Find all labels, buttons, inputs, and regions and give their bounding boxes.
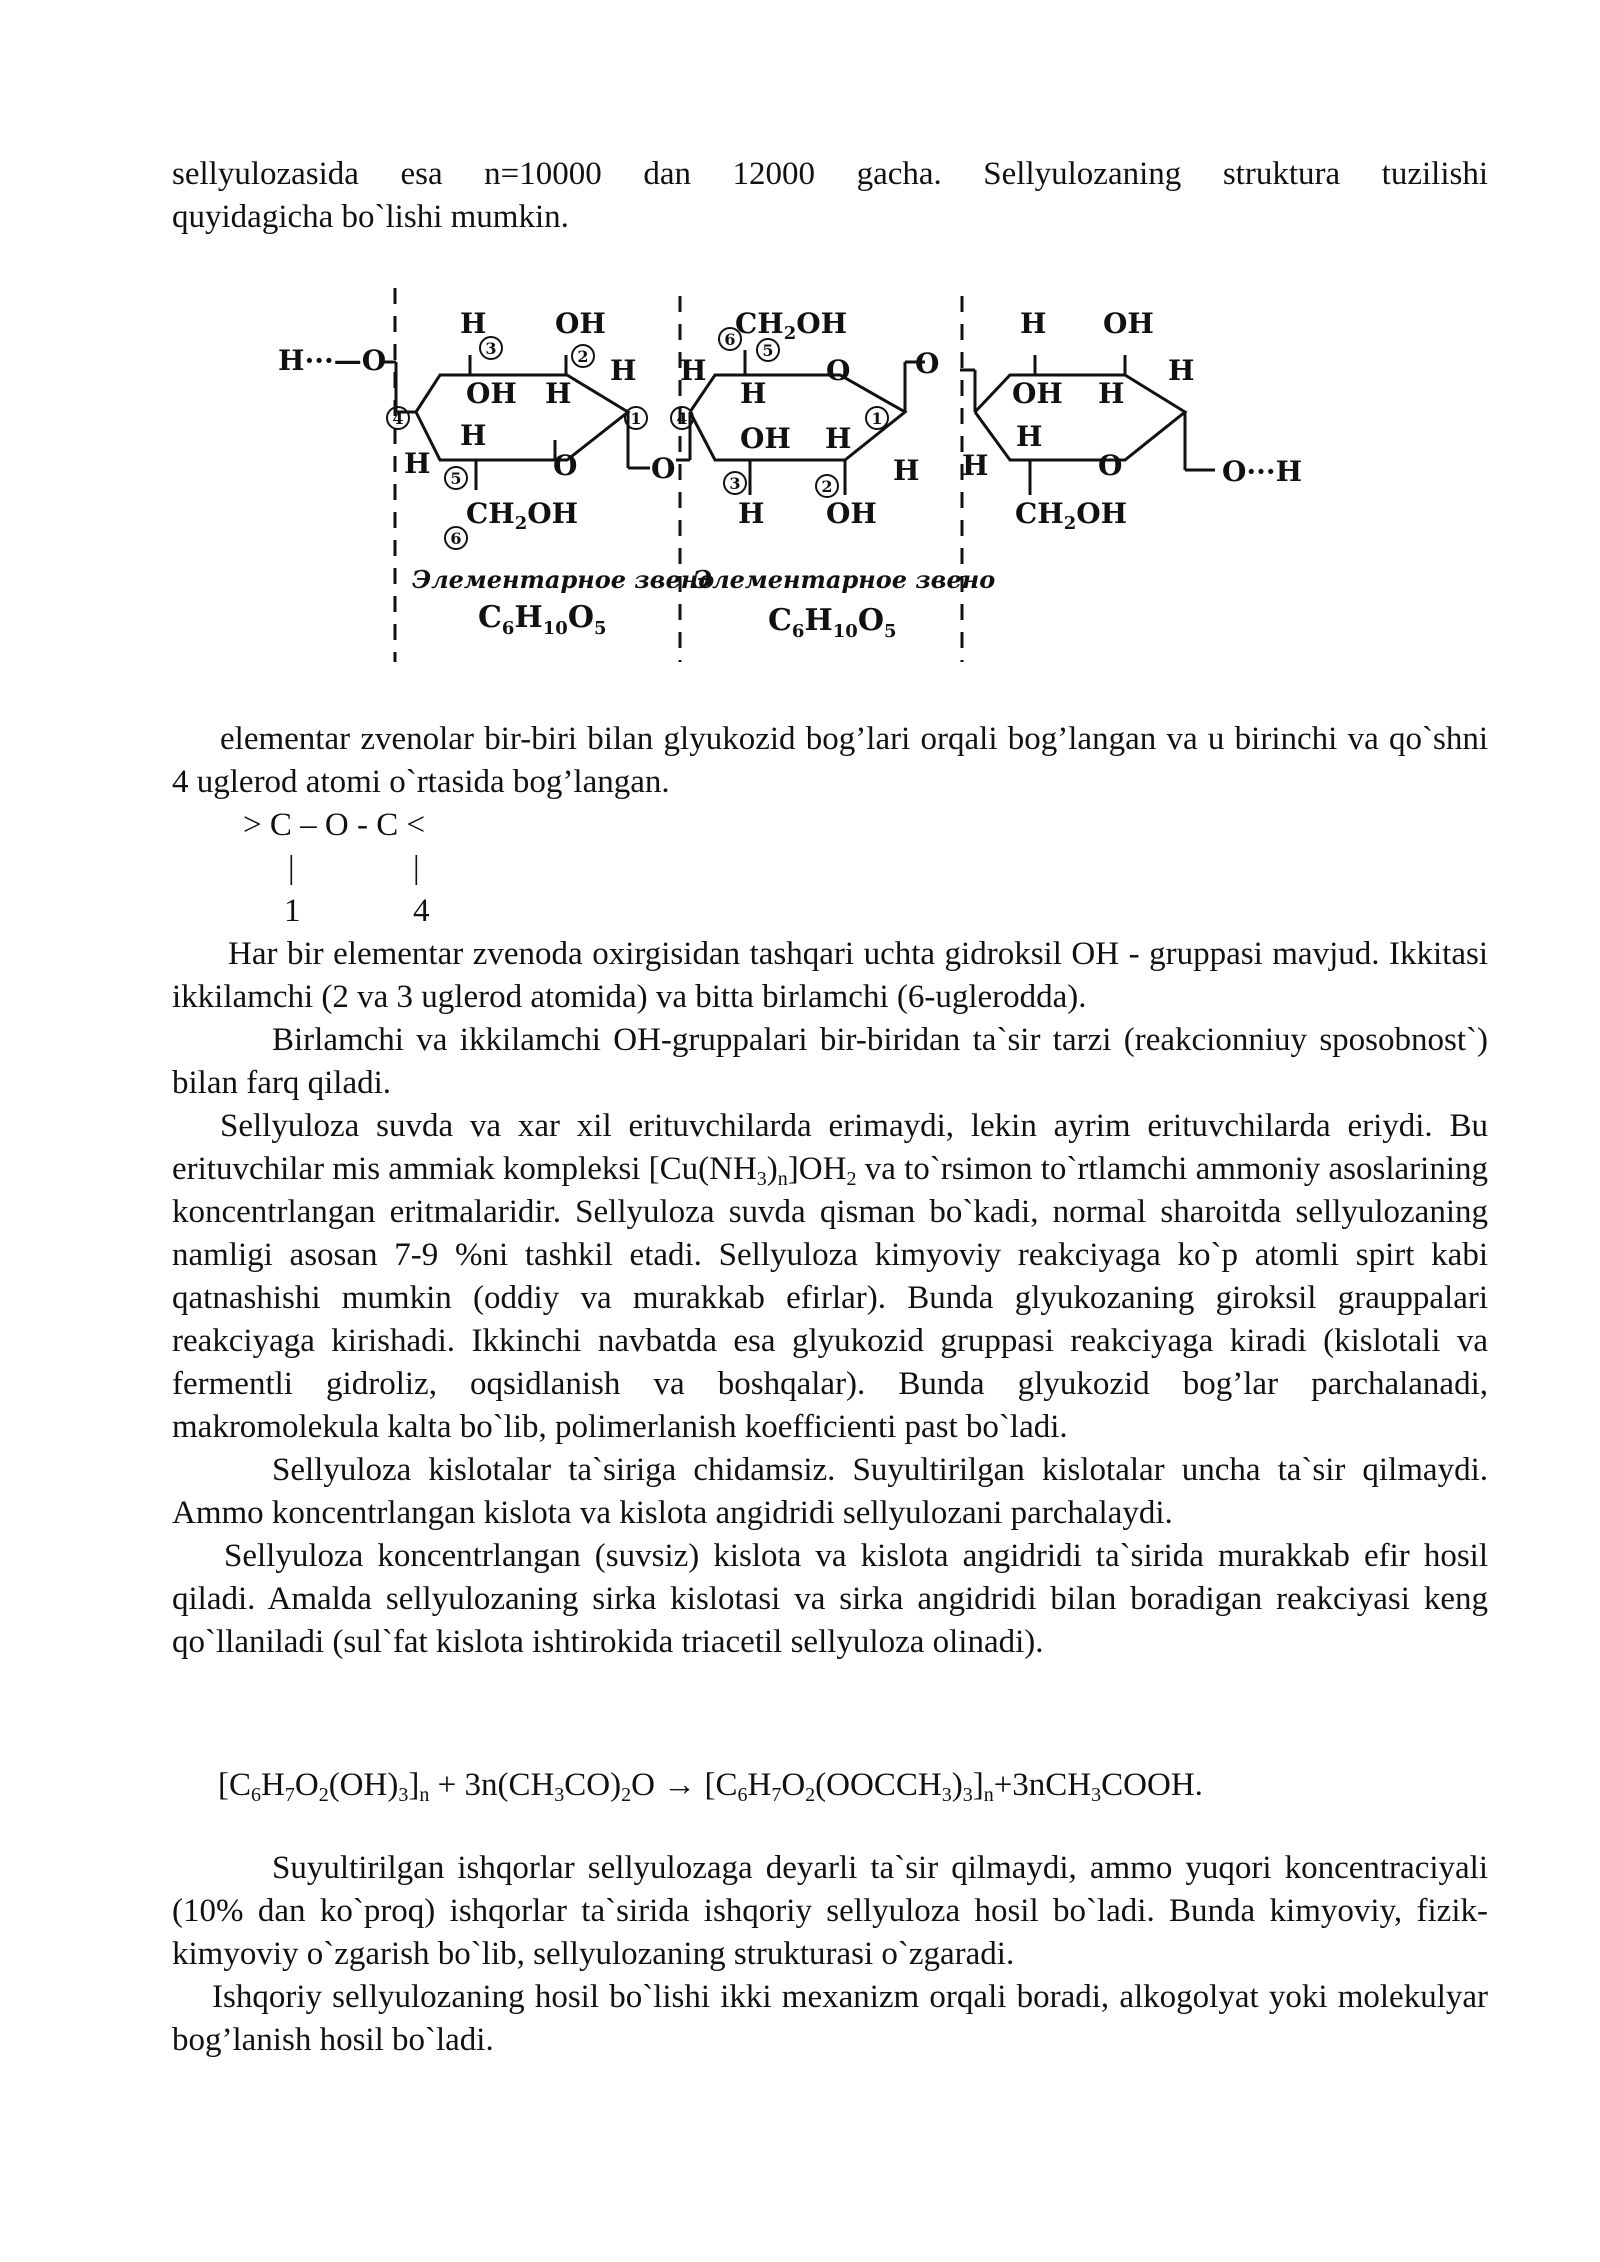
paragraph-reactivity: Birlamchi va ikkilamchi OH-gruppalari bir-biridan ta`sir tarzi (reakcionniuy sposobnost`) bilan farq qiladi. (172, 1022, 1488, 1101)
svg-text:4: 4 (676, 409, 688, 428)
svg-text:O: O (826, 354, 851, 387)
paragraph-alkalis: Suyultirilgan ishqorlar sellyulozaga deyarli ta`sir qilmaydi, ammo yuqori koncentraciyali (10% dan ko`proq) ishqorlar ta`sirida ishqoriy sellyuloza hosil bo`ladi. Bunda kimyoviy, fizik-kimyoviy o`zgarish bo`lib, sellyulozaning strukturasi o`zgaradi. (172, 1850, 1488, 1972)
svg-text:O: O (651, 452, 676, 485)
svg-text:H: H (738, 497, 765, 530)
svg-text:OH: OH (826, 497, 877, 530)
svg-text:H: H (460, 307, 487, 340)
o-dots-h-label: O···H (1222, 455, 1303, 488)
svg-text:H: H (1020, 307, 1047, 340)
svg-text:OH: OH (555, 307, 606, 340)
paragraph-esters: Sellyuloza koncentrlangan (suvsiz) kislota va kislota angidridi ta`sirida murakkab efir hosil qiladi. Amalda sellyulozaning sirka kislotasi va sirka angidridi bilan boradigan reakciyasi keng qo`llaniladi (sul`fat kislota ishtirokida triacetil sellyuloza olinadi). (172, 1538, 1488, 1660)
svg-text:3: 3 (485, 339, 497, 358)
carbon-5-marker (757, 339, 779, 361)
svg-text:H: H (1016, 420, 1043, 453)
svg-text:5: 5 (762, 341, 774, 360)
bond-bar-right: | (413, 850, 420, 886)
svg-text:O: O (553, 449, 578, 482)
svg-text:OH: OH (1012, 377, 1063, 410)
svg-text:H: H (545, 377, 572, 410)
svg-text:CH2OH: $CH_2OH$ (466, 497, 579, 534)
svg-text:H: H (460, 419, 487, 452)
body-text-end (172, 1847, 1488, 2062)
svg-text:O: O (915, 347, 940, 380)
svg-text:O: O (1098, 449, 1123, 482)
svg-text:H: H (1098, 377, 1125, 410)
svg-text:4: 4 (392, 409, 404, 428)
svg-text:CH2OH: $CH_2OH$ (1015, 497, 1128, 534)
svg-text:H: H (740, 377, 767, 410)
svg-text:2: 2 (821, 477, 833, 496)
bond-bar-left: | (288, 850, 295, 886)
carbon-number-4: 4 (413, 893, 430, 929)
svg-text:3: 3 (729, 474, 741, 493)
carbon-2-marker (572, 345, 594, 367)
paragraph-hydroxyl-groups: Har bir elementar zvenoda oxirgisidan tashqari uchta gidroksil OH - gruppasi mavjud. Ikkitasi ikkilamchi (2 va 3 uglerod atomida) va bitta birlamchi (6-uglerodda). (172, 936, 1488, 1015)
svg-text:CH2OH: $CH_2OH$ (735, 307, 848, 344)
svg-text:H: H (404, 447, 431, 480)
carbon-6-marker (445, 527, 467, 549)
unit-formula-left: $C_6H_{10}O_5$ (478, 600, 607, 639)
ring-1 (416, 375, 628, 460)
carbon-number-1: 1 (284, 893, 301, 929)
paragraph-solubility: Sellyuloza suvda va xar xil erituvchilarda erimaydi, lekin ayrim erituvchilarda eriydi. Bu erituvchilar mis ammiak kompleksi $[Cu(NH_3)_n]OH_2$ va to`rsimon to`rtlamchi ammoniy asoslarining koncentrlangan eritmalaridir. Sellyuloza suvda qisman bo`kadi, normal sharoitda sellyulozaning namligi asosan 7-9 %ni tashkil etadi. Sellyuloza kimyoviy reakciyaga ko`p atomli spirt kabi qatnashishi mumkin (oddiy va murakkab efirlar). Bunda glyukozaning giroksil grauppalari reakciyaga kirishadi. Ikkinchi navbatda esa glyukozid gruppasi reakciyaga kiradi (kislotali va fermentli gidroliz, oqsidlanish va boshqalar). Bunda glyukozid bog’lar parchalanadi, makromolekula kalta bo`lib, polimerlanish koefficienti past bo`ladi. (172, 1108, 1489, 1445)
h-dots-o-label: H···—O (278, 344, 387, 377)
body-text (172, 933, 1488, 1664)
paragraph-glycosidic-bonds: elementar zvenolar bir-biri bilan glyukozid bog’lari orqali bog’langan va u birinchi va qo`shni 4 uglerod atomi o`rtasida bog’langan. (172, 721, 1488, 800)
svg-text:H: H (1168, 354, 1195, 387)
carbon-3-marker (480, 337, 502, 359)
svg-text:H: H (610, 354, 637, 387)
svg-text:H: H (825, 422, 852, 455)
carbon-2-marker (816, 475, 838, 497)
carbon-1-marker (866, 407, 888, 429)
svg-text:6: 6 (724, 330, 736, 349)
paragraph-acids: Sellyuloza kislotalar ta`siriga chidamsiz. Suyultirilgan kislotalar uncha ta`sir qilmaydi. Ammo koncentrlangan kislota va kislota angidridi sellyulozani parchalaydi. (172, 1452, 1488, 1531)
ring-3 (975, 375, 1185, 460)
carbon-3-marker (724, 472, 746, 494)
unit-caption-left: Элементарное звено (412, 565, 715, 594)
svg-text:OH: OH (466, 377, 517, 410)
paragraph-alkali-cellulose: Ishqoriy sellyulozaning hosil bo`lishi ikki mexanizm orqali boradi, alkogolyat yoki molekulyar bog’lanish hosil bo`ladi. (172, 1979, 1488, 2058)
intro-line-1: sellyulozasida esa n=10000 dan 12000 gacha. Sellyulozaning struktura tuzilishi (172, 156, 1488, 192)
svg-text:H: H (680, 354, 707, 387)
unit-formula-right: $C_6H_{10}O_5$ (768, 603, 897, 642)
svg-text:2: 2 (577, 347, 589, 366)
svg-text:H: H (962, 449, 989, 482)
svg-text:5: 5 (450, 469, 462, 488)
svg-text:6: 6 (450, 529, 462, 548)
bond-scheme: > C – O - C < (243, 807, 426, 843)
unit-caption-right: Элементарное звено (693, 565, 996, 594)
svg-text:1: 1 (871, 409, 883, 428)
svg-text:OH: OH (1103, 307, 1154, 340)
acetylation-equation: $[C_6H_7O_2(OH)_3]_n + 3n(CH_3CO)_2O$ → $[C_6H_7O_2(OOCCH_3)_3]_n+3nCH_3COOH$. (218, 1767, 1203, 1806)
svg-text:1: 1 (630, 409, 642, 428)
carbon-4-marker (387, 407, 409, 429)
svg-text:OH: OH (740, 422, 791, 455)
intro-line-2: quyidagicha bo`lishi mumkin. (172, 199, 569, 235)
carbon-5-marker (445, 467, 467, 489)
cellulose-structure-diagram (0, 0, 1600, 700)
svg-text:H: H (893, 454, 920, 487)
